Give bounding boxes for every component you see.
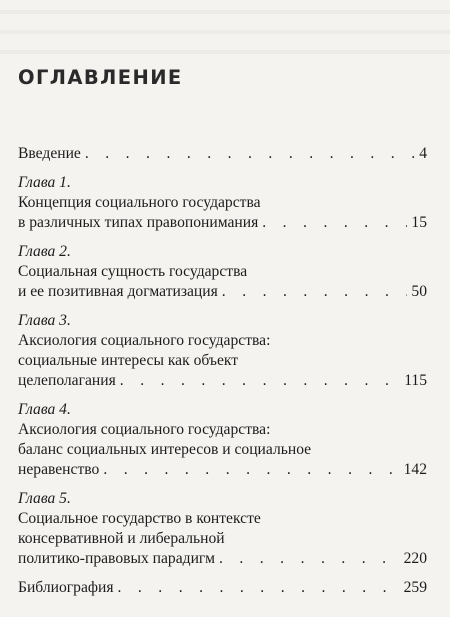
toc-entry-title: политико-правовых парадигм	[18, 550, 215, 567]
toc-entry-chapter-1[interactable]	[18, 213, 427, 233]
dot-leader	[118, 578, 400, 598]
toc-page-number: 220	[403, 550, 427, 567]
toc-entry-chapter-2[interactable]	[18, 282, 427, 302]
toc-page-number: 15	[411, 214, 427, 231]
toc-entry-title: Библиография	[18, 579, 114, 596]
chapter-title-line[interactable]: консервативной и либеральной	[18, 530, 225, 547]
chapter-title-line[interactable]: Аксиология социального государства:	[18, 332, 271, 349]
dot-leader	[222, 282, 408, 302]
toc-entry-chapter-4[interactable]	[18, 460, 427, 480]
toc-entry-chapter-3[interactable]	[18, 371, 427, 391]
dot-leader	[103, 460, 399, 480]
toc-entry-title: неравенство	[18, 461, 100, 478]
toc-page-number: 259	[403, 579, 427, 596]
dot-leader	[262, 213, 407, 233]
chapter-label: Глава 4.	[18, 401, 71, 418]
chapter-title-line[interactable]: Социальное государство в контексте	[18, 510, 261, 527]
chapter-title-line[interactable]: баланс социальных интересов и социальное	[18, 441, 312, 458]
chapter-label: Глава 3.	[18, 312, 71, 329]
chapter-label: Глава 2.	[18, 243, 71, 260]
toc-entry-title: целеполагания	[18, 372, 116, 389]
chapter-title-line[interactable]: Социальная сущность государства	[18, 263, 248, 280]
toc-entry-introduction[interactable]	[18, 144, 427, 164]
toc-page-number: 142	[403, 461, 427, 478]
toc-heading: ОГЛАВЛЕНИЕ	[18, 66, 183, 89]
toc-page-number: 4	[419, 145, 427, 162]
toc-entry-title: Введение	[18, 145, 81, 162]
chapter-label: Глава 5.	[18, 490, 71, 507]
dot-leader	[85, 144, 415, 164]
toc-entry-bibliography[interactable]	[18, 578, 427, 598]
chapter-title-line[interactable]: социальные интересы как объект	[18, 352, 239, 369]
toc-entry-chapter-5[interactable]	[18, 549, 427, 569]
chapter-title-line[interactable]: Аксиология социального государства:	[18, 421, 271, 438]
toc-entry-title: и ее позитивная догматизация	[18, 283, 218, 300]
dot-leader	[219, 549, 400, 569]
dot-leader	[120, 371, 400, 391]
chapter-title-line[interactable]: Концепция социального государства	[18, 194, 261, 211]
chapter-label: Глава 1.	[18, 174, 71, 191]
toc-page-number: 50	[411, 283, 427, 300]
toc-entry-title: в различных типах правопонимания	[18, 214, 259, 231]
toc-page-number: 115	[404, 372, 427, 389]
